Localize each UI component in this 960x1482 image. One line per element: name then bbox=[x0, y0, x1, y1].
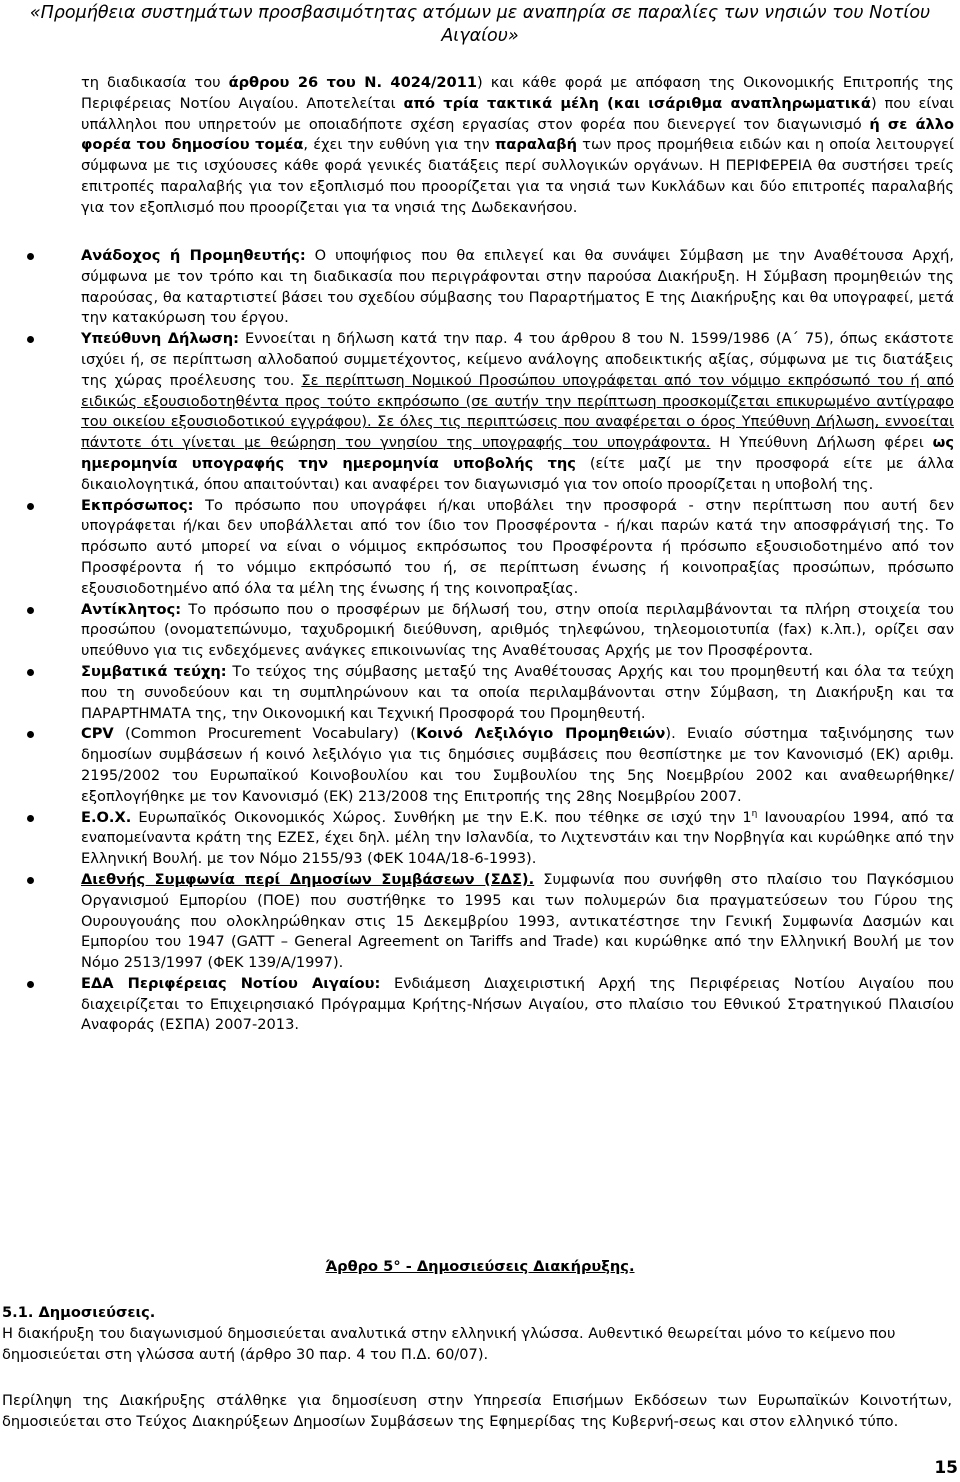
definition-item-representative bbox=[27, 496, 954, 600]
definition-item-eda bbox=[27, 974, 954, 1036]
intro-law-ref: άρθρου 26 του Ν. 4024/2011 bbox=[228, 74, 477, 91]
definition-superscript: η bbox=[751, 808, 758, 819]
definition-term: Αντίκλητος: bbox=[81, 600, 182, 618]
definition-text: Η Υπεύθυνη Δήλωση φέρει bbox=[710, 434, 933, 452]
definition-term: Εκπρόσωπος: bbox=[81, 496, 194, 514]
definition-text: Το τεύχος της σύμβασης μεταξύ της Αναθέτουσας Αρχής και του προμηθευτή και όλα τα τεύχη που τη συνοδεύουν και τη συμπληρώνουν και τα οποία περιλαμβάνονται στην Σύμβαση, τη Διακήρυξη και τα ΠΑΡΑΡΤΗΜΑΤΑ της, την Οικονομική και Τεχνική Προσφορά του Προμηθευτή. bbox=[81, 662, 954, 722]
header-line-2: Αιγαίου» bbox=[441, 26, 519, 46]
intro-text: των προς προμήθεια ειδών και η οποία λειτουργεί σύμφωνα με τις ισχύουσες κάθε φορά γενικές διατάξεις περί συλλογικών οργάνων. Η ΠΕΡΙΦΕΡΕΙΑ θα συστήσει τρείς επιτροπές παραλαβής για τον εξοπλισμό που προορίζεται για τα νησιά των Κυκλάδων και δύο επιτροπές παραλαβής για τον εξοπλισμό που προορίζεται για τα νησιά της Δωδεκανήσου. bbox=[81, 136, 954, 216]
section-title: 5.1. Δημοσιεύσεις. bbox=[2, 1304, 156, 1321]
intro-text: , έχει την ευθύνη για την bbox=[303, 136, 495, 154]
intro-text: τη διαδικασία του bbox=[81, 74, 229, 91]
definition-item-contract-docs bbox=[27, 662, 954, 724]
definition-term: Ε.Ο.Χ. bbox=[81, 808, 132, 826]
definition-item-eox bbox=[27, 808, 954, 870]
definition-text: Εννοείται η δήλωση κατά την παρ. 4 του άρθρου 8 του Ν. 1599/1986 (Α΄ 75), όπως εκάστοτε ισχύει ή, σε περίπτωση αλλοδαπού συμμετέχοντος, κείμενο ανάλογης αποδεικτικής αξίας, σύμφωνα με τις διατάξεις της χώρας προέλευσης του. bbox=[81, 330, 955, 389]
bullet-icon bbox=[27, 336, 34, 343]
definition-item-declaration bbox=[27, 329, 954, 495]
bullet-icon bbox=[27, 815, 34, 822]
document-header bbox=[0, 2, 960, 48]
definition-term: ΕΔΑ Περιφέρειας Νοτίου Αιγαίου: bbox=[81, 974, 381, 992]
header-line-1: «Προμήθεια συστημάτων προσβασιμότητας ατόμων με αναπηρία σε παραλίες των νησιών του Νοτίου bbox=[29, 3, 931, 23]
definition-term: Διεθνής Συμφωνία περί Δημοσίων Συμβάσεων (ΣΔΣ). bbox=[81, 870, 535, 888]
definition-text: (Common Procurement Vocabulary) ( bbox=[113, 725, 416, 743]
definition-text: Συμφωνία που συνήφθη στο πλαίσιο του Παγκόσμιου Οργανισμού Εμπορίου (ΠΟΕ) που συστήθηκε το 1995 και των πολυμερών δια πραγματεύσεων του Γύρου της Ουρουγουάης που ολοκληρώθηκαν στις 15 Δεκεμβρίου 1993, αντικατέστησε την Γενική Συμφωνία Δασμών και Εμπορίου του 1947 (GATT – General Agreement on Tariffs and Trade) και κυρώθηκε από την Ελληνική Βουλή με τον Νόμο 2513/1997 (ΦΕΚ 139/Α/1997). bbox=[81, 870, 954, 972]
section-paragraph-publication: Περίληψη της Διακήρυξης στάλθηκε για δημοσίευση στην Υπηρεσία Επισήμων Εκδόσεων των Ευρωπαϊκών Κοινοτήτων, δημοσιεύεται στο Τεύχος Διακηρύξεων Δημοσίων Συμβάσεων της Εφημερίδας της Κυβερνή-σεως και στον ελληνικό τύπο. bbox=[2, 1392, 952, 1430]
bullet-icon bbox=[27, 607, 34, 614]
bullet-icon bbox=[27, 253, 34, 260]
definition-text: Ενδιάμεση Διαχειριστική Αρχή της Περιφέρειας Νοτίου Αιγαίου που διαχειρίζεται το Επιχειρησιακό Πρόγραμμα Κρήτης-Νήσων Αιγαίου, στο πλαίσιο του Εθνικού Στρατηγικού Πλαισίου Αναφοράς (ΕΣΠΑ) 2007-2013. bbox=[81, 974, 954, 1034]
definition-text: Ο υποψήφιος που θα επιλεγεί και θα συνάψει Σύμβαση με την Αναθέτουσα Αρχή, σύμφωνα με τον τρόπο και τη διαδικασία που περιγράφονται στην παρούσα Διακήρυξη. Η Σύμβαση προμηθειών της παρούσας, θα καταρτιστεί βάσει του σχεδίου σύμβασης του Παραρτήματος Ε της Διακήρυξης και θα υπογραφεί, μετά την κατακύρωση του έργου. bbox=[81, 247, 954, 327]
intro-text: ) που είναι υπάλληλοι που υπηρετούν με οποιαδήποτε σχέση εργασίας στον φορέα που διενεργεί τον διαγωνισμό bbox=[81, 94, 954, 133]
definition-item-contact bbox=[27, 600, 954, 662]
definition-item-sds bbox=[27, 870, 954, 974]
article-title: Άρθρο 5° - Δημοσιεύσεις Διακήρυξης. bbox=[325, 1258, 635, 1275]
definition-text: Ιανουαρίου 1994, από τα εναπομείναντα κράτη της ΕΖΕΣ, έχει δηλ. μέλη την Ισλανδία, το Λιχτενστάιν και την Νορβηγία και κυρώθηκε από την Ελληνική Βουλή. με τον Νόμο 2155/93 (ΦΕΚ 104Α/18-6-1993). bbox=[81, 808, 954, 868]
definition-term: Υπεύθυνη Δήλωση: bbox=[81, 330, 239, 348]
bullet-icon bbox=[27, 503, 34, 510]
definition-underlined-text: Σε περίπτωση Νομικού Προσώπου υπογράφεται από τον νόμιμο εκπρόσωπό του ή από ειδικώς εξουσιοδοτηθέντα προς τούτο εκπρόσωπο (σε αυτήν την περίπτωση προσκομίζεται επικυρωμένο αντίγραφο του οικείου εξουσιοδοτικού εγγράφου). Σε όλες τις περιπτώσεις που αναφέρεται ο όρος Υπεύθυνη Δήλωση, εννοείται πάντοτε ότι γίνεται με θεώρηση του γνησίου της υπογραφής του υπογράφοντα. bbox=[81, 371, 954, 452]
definition-text: Ευρωπαϊκός Οικονομικός Χώρος. Συνθήκη με την Ε.Κ. που τέθηκε σε ισχύ την 1 bbox=[131, 808, 752, 826]
intro-members: από τρία τακτικά μέλη (και ισάριθμα αναπληρωματικά bbox=[403, 94, 871, 112]
intro-reception: παραλαβή bbox=[494, 136, 577, 154]
definition-item-contractor bbox=[27, 246, 954, 329]
bullet-icon bbox=[27, 669, 34, 676]
definition-text: Το πρόσωπο που ο προσφέρων με δήλωσή του, στην οποία περιλαμβάνονται τα πλήρη στοιχεία του προσώπου (ονοματεπώνυμο, ταχυδρομική διεύθυνση, αριθμός τηλεφώνου, τηλεομοιοτυπία (fax) κ.λπ.), ορίζει σαν υπεύθυνο για τις ενδεχόμενες ανάγκες επικοινωνίας της Αναθέτουσας Αρχής με τον Προσφέροντα. bbox=[81, 600, 954, 660]
intro-public-sector: ή σε άλλο φορέα του δημοσίου τομέα bbox=[81, 115, 954, 154]
bullet-icon bbox=[27, 731, 34, 738]
definition-term: Ανάδοχος ή Προμηθευτής: bbox=[81, 247, 306, 264]
definition-item-cpv bbox=[27, 724, 954, 807]
page-number: 15 bbox=[934, 1458, 958, 1478]
definitions-list bbox=[27, 246, 954, 1036]
definition-text: Το πρόσωπο που υπογράφει ή/και υποβάλει την προσφορά - στην περίπτωση που αυτή δεν υπογράφεται ή/και δεν υποβάλλεται από τον ίδιο τον Προσφέροντα - ή/και παρών κατά την αποσφράγισή της. Το πρόσωπο αυτό μπορεί να είναι ο νόμιμος εκπρόσωπος του Προσφέροντα ή πρόσωπο εξουσιοδοτημένο από τον Προσφέροντα ή το νόμιμο εκπρόσωπό του ή, σε περίπτωση ένωσης ή κοινοπραξίας προσώπων, πρόσωπο εξουσιοδοτημένο από όλα τα μέλη της ένωσης ή της κοινοπραξίας. bbox=[81, 496, 954, 597]
section-paragraph-language: Η διακήρυξη του διαγωνισμού δημοσιεύεται αναλυτικά στην ελληνική γλώσσα. Αυθεντικό θεωρείται μόνο το κείμενο που δημοσιεύεται στη γλώσσα αυτή (άρθρο 30 παρ. 4 του Π.Δ. 60/07). bbox=[2, 1325, 896, 1363]
definition-term: CPV bbox=[81, 725, 114, 743]
bullet-icon bbox=[27, 981, 34, 988]
intro-paragraph bbox=[81, 73, 954, 219]
definition-text: ). Ενιαίο σύστημα ταξινόμησης των δημοσίων συμβάσεων ή κοινό λεξιλόγιο για τις δημόσιες συμβάσεις που θεσπίστηκε με τον Κανονισμό (ΕΚ) αριθμ. 2195/2002 του Ευρωπαϊκού Κοινοβουλίου και του Συμβουλίου της 5ης Νοεμβρίου 2002 και αναθεωρήθηκε/εξοπλογήθηκε με τον Κανονισμό (ΕΚ) 213/2008 της Επιτροπής της 28ης Νοεμβρίου 2007. bbox=[81, 725, 954, 805]
bullet-icon bbox=[27, 877, 34, 884]
intro-text: ) και κάθε φορά με απόφαση της Οικονομικής Επιτροπής της Περιφέρειας Νοτίου Αιγαίου. Αποτελείται bbox=[81, 74, 954, 112]
definition-bold-text: Κοινό Λεξιλόγιο Προμηθειών bbox=[415, 725, 666, 743]
definition-term: Συμβατικά τεύχη: bbox=[81, 662, 227, 680]
definition-text: (είτε μαζί με την προσφορά είτε με άλλα δικαιολογητικά, όπου απαιτούνται) και αναφέρει τον διαγωνισμό για τον οποίο προορίζεται η υποβολή της. bbox=[81, 454, 954, 493]
definition-bold-text: ως ημερομηνία υπογραφής την ημερομηνία υποβολής της bbox=[81, 434, 954, 472]
